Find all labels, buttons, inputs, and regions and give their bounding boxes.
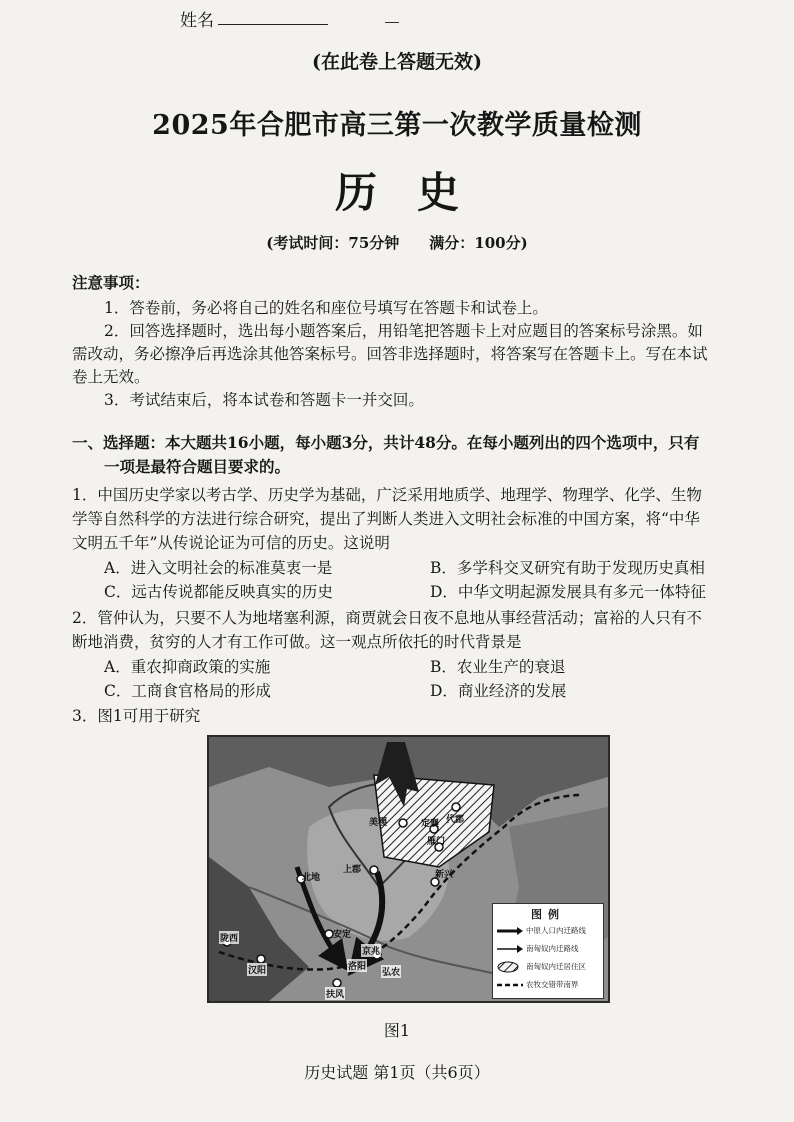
legend-item — [497, 960, 586, 974]
q2-stem: 断地消费，贫穷的人才有工作可做。这一观点所依托的时代背景是 — [72, 633, 522, 651]
exam-title: 2025年合肥市高三第一次教学质量检测 — [152, 110, 642, 141]
instruction-item: 卷上无效。 — [72, 368, 150, 386]
instruction-item: 2．回答选择题时，选出每小题答案后，用铅笔把答题卡上对应题目的答案标号涂黑。如 — [104, 322, 703, 340]
city-marker — [257, 955, 265, 963]
place-label: 代郡 — [446, 815, 465, 825]
map-legend — [492, 903, 604, 999]
place-label: 扶风 — [325, 987, 345, 1000]
section-heading-cont: 一项是最符合题目要求的。 — [104, 457, 291, 476]
legend-dashed-line-icon — [497, 980, 523, 990]
name-label: 姓名 — [180, 11, 214, 31]
city-marker — [399, 819, 407, 827]
place-label: 美稷 — [369, 818, 388, 828]
stray-mark — [385, 22, 399, 23]
historical-map — [207, 735, 610, 1003]
legend-arrow-icon — [497, 926, 523, 936]
exam-info: (考试时间：75分钟 满分：100分) — [266, 234, 528, 252]
q1-option-b: B．多学科交叉研究有助于发现历史真相 — [430, 559, 705, 577]
city-marker — [333, 979, 341, 987]
place-label: 定襄 — [421, 819, 440, 829]
page-footer: 历史试题 第1页（共6页） — [304, 1063, 490, 1082]
legend-hatch-icon — [497, 961, 523, 973]
city-marker — [325, 930, 333, 938]
instructions-heading: 注意事项： — [72, 273, 150, 292]
legend-arrow-icon — [497, 944, 523, 954]
q1-stem: 1．中国历史学家以考古学、历史学为基础，广泛采用地质学、地理学、物理学、化学、生物 — [72, 486, 702, 504]
legend-label: 南匈奴内迁路线 — [526, 944, 579, 953]
q2-option-c: C．工商食官格局的形成 — [104, 682, 271, 700]
place-label: 上郡 — [343, 865, 362, 875]
q2-option-a: A．重农抑商政策的实施 — [104, 658, 271, 676]
q1-stem: 学等自然科学的方法进行综合研究，提出了判断人类进入文明社会标准的中国方案，将“中华 — [72, 510, 700, 528]
legend-label: 南匈奴内迁居住区 — [526, 962, 586, 971]
name-blank-line — [218, 24, 328, 25]
instruction-item: 3．考试结束后，将本试卷和答题卡一并交回。 — [104, 391, 424, 409]
place-label: 新兴 — [435, 870, 454, 880]
q2-option-b: B．农业生产的衰退 — [430, 658, 566, 676]
q1-stem: 文明五千年”从传说论证为可信的历史。这说明 — [72, 534, 390, 552]
q1-option-a: A．进入文明社会的标准莫衷一是 — [104, 559, 333, 577]
legend-item — [497, 924, 586, 938]
city-marker — [370, 866, 378, 874]
place-label: 京兆 — [361, 944, 381, 957]
q1-option-c: C．远古传说都能反映真实的历史 — [104, 583, 333, 601]
q1-option-d: D．中华文明起源发展具有多元一体特征 — [430, 583, 706, 601]
place-label: 汉阳 — [247, 963, 267, 976]
place-label: 安定 — [333, 930, 352, 940]
subject-title: 历史 — [334, 168, 499, 217]
place-label: 陇西 — [219, 931, 239, 944]
q2-option-d: D．商业经济的发展 — [430, 682, 567, 700]
place-label: 雁门 — [427, 837, 446, 847]
legend-item — [497, 978, 579, 992]
city-marker — [452, 803, 460, 811]
place-label: 弘农 — [381, 965, 401, 978]
legend-label: 中原人口内迁路线 — [526, 926, 586, 935]
figure-caption: 图1 — [383, 1021, 411, 1040]
legend-label: 农牧交错带南界 — [526, 980, 579, 989]
legend-title: 图例 — [531, 908, 565, 921]
q3-stem: 3．图1可用于研究 — [72, 707, 201, 725]
legend-item — [497, 942, 579, 956]
instruction-item: 1．答卷前，务必将自己的姓名和座位号填写在答题卡和试卷上。 — [104, 299, 548, 317]
notice-text: (在此卷上答题无效) — [312, 51, 482, 73]
place-label: 北地 — [302, 873, 321, 883]
section-heading: 一、选择题：本大题共16小题，每小题3分，共计48分。在每小题列出的四个选项中，只有 — [72, 433, 700, 452]
place-label: 洛阳 — [347, 959, 367, 972]
instruction-item: 需改动，务必擦净后再选涂其他答案标号。回答非选择题时，将答案写在答题卡上。写在本试 — [72, 345, 708, 363]
q2-stem: 2．管仲认为，只要不人为地堵塞利源，商贾就会日夜不息地从事经营活动；富裕的人只有不 — [72, 609, 702, 627]
